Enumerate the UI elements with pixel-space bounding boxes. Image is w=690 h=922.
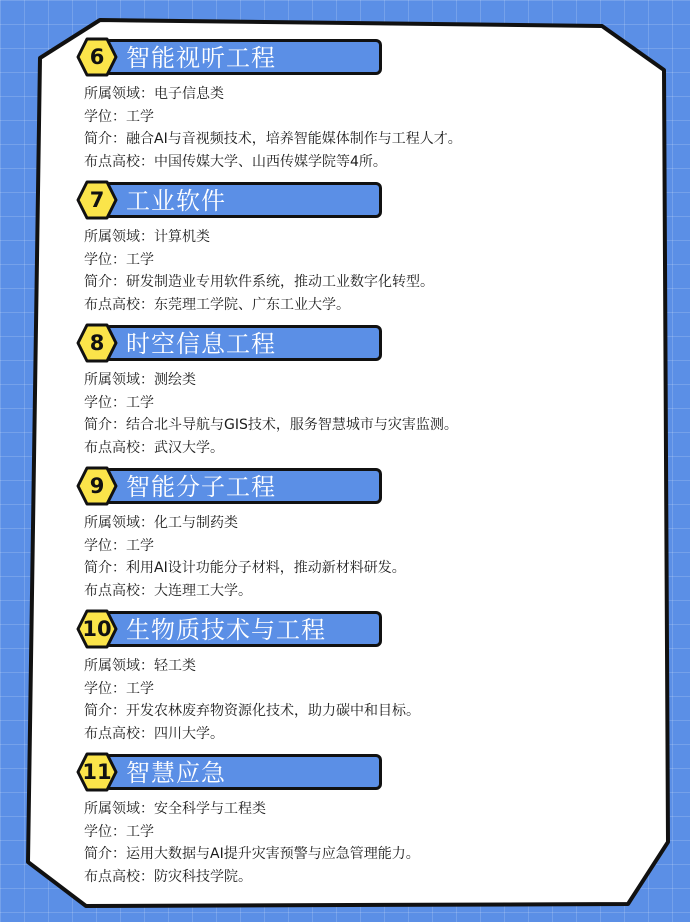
major-title: 智能分子工程 <box>126 473 276 501</box>
number-badge <box>76 180 118 220</box>
field-line: 所属领域：轻工类 <box>84 658 196 674</box>
major-info <box>84 512 664 602</box>
degree-line: 学位：工学 <box>84 251 154 268</box>
degree-line: 学位：工学 <box>84 394 154 411</box>
field-line: 所属领域：安全科学与工程类 <box>84 801 266 817</box>
number-badge <box>76 37 118 77</box>
schools-line: 布点高校：武汉大学。 <box>84 439 224 456</box>
field-line: 所属领域：化工与制药类 <box>84 515 238 531</box>
field-line: 所属领域：电子信息类 <box>84 86 224 102</box>
number-badge <box>76 323 118 363</box>
degree-line: 学位：工学 <box>84 680 154 697</box>
degree-line: 学位：工学 <box>84 537 154 554</box>
major-title: 工业软件 <box>126 187 226 215</box>
degree-line: 学位：工学 <box>84 823 154 840</box>
badge-number: 9 <box>89 474 105 498</box>
degree-line: 学位：工学 <box>84 108 154 125</box>
major-title: 生物质技术与工程 <box>126 616 326 644</box>
badge-number: 11 <box>82 760 112 784</box>
major-section <box>0 325 690 468</box>
major-section <box>0 754 690 897</box>
major-info <box>84 655 664 745</box>
intro-line: 简介：结合北斗导航与GIS技术，服务智慧城市与灾害监测。 <box>84 417 458 433</box>
schools-line: 布点高校：东莞理工学院、广东工业大学。 <box>84 296 350 313</box>
schools-line: 布点高校：四川大学。 <box>84 725 224 742</box>
major-section <box>0 468 690 611</box>
schools-line: 布点高校：中国传媒大学、山西传媒学院等4所。 <box>84 153 387 170</box>
badge-number: 6 <box>89 45 105 69</box>
major-info <box>84 798 664 888</box>
schools-line: 布点高校：大连理工大学。 <box>84 582 252 599</box>
intro-line: 简介：运用大数据与AI提升灾害预警与应急管理能力。 <box>84 846 420 862</box>
major-title: 时空信息工程 <box>126 330 276 358</box>
major-info <box>84 226 664 316</box>
schools-line: 布点高校：防灾科技学院。 <box>84 868 252 885</box>
major-title: 智慧应急 <box>126 759 226 787</box>
badge-number: 7 <box>89 188 105 212</box>
number-badge <box>76 609 118 649</box>
major-info <box>84 83 664 173</box>
intro-line: 简介：开发农林废弃物资源化技术，助力碳中和目标。 <box>84 703 420 719</box>
field-line: 所属领域：计算机类 <box>84 229 210 245</box>
intro-line: 简介：利用AI设计功能分子材料，推动新材料研发。 <box>84 560 406 576</box>
number-badge <box>76 752 118 792</box>
major-section <box>0 611 690 754</box>
badge-number: 10 <box>82 617 112 641</box>
major-title: 智能视听工程 <box>126 44 276 72</box>
intro-line: 简介：研发制造业专用软件系统，推动工业数字化转型。 <box>84 274 434 290</box>
major-info <box>84 369 664 459</box>
number-badge <box>76 466 118 506</box>
badge-number: 8 <box>89 331 105 355</box>
major-section <box>0 39 690 182</box>
intro-line: 简介：融合AI与音视频技术，培养智能媒体制作与工程人才。 <box>84 131 462 147</box>
field-line: 所属领域：测绘类 <box>84 372 196 388</box>
major-section <box>0 182 690 325</box>
